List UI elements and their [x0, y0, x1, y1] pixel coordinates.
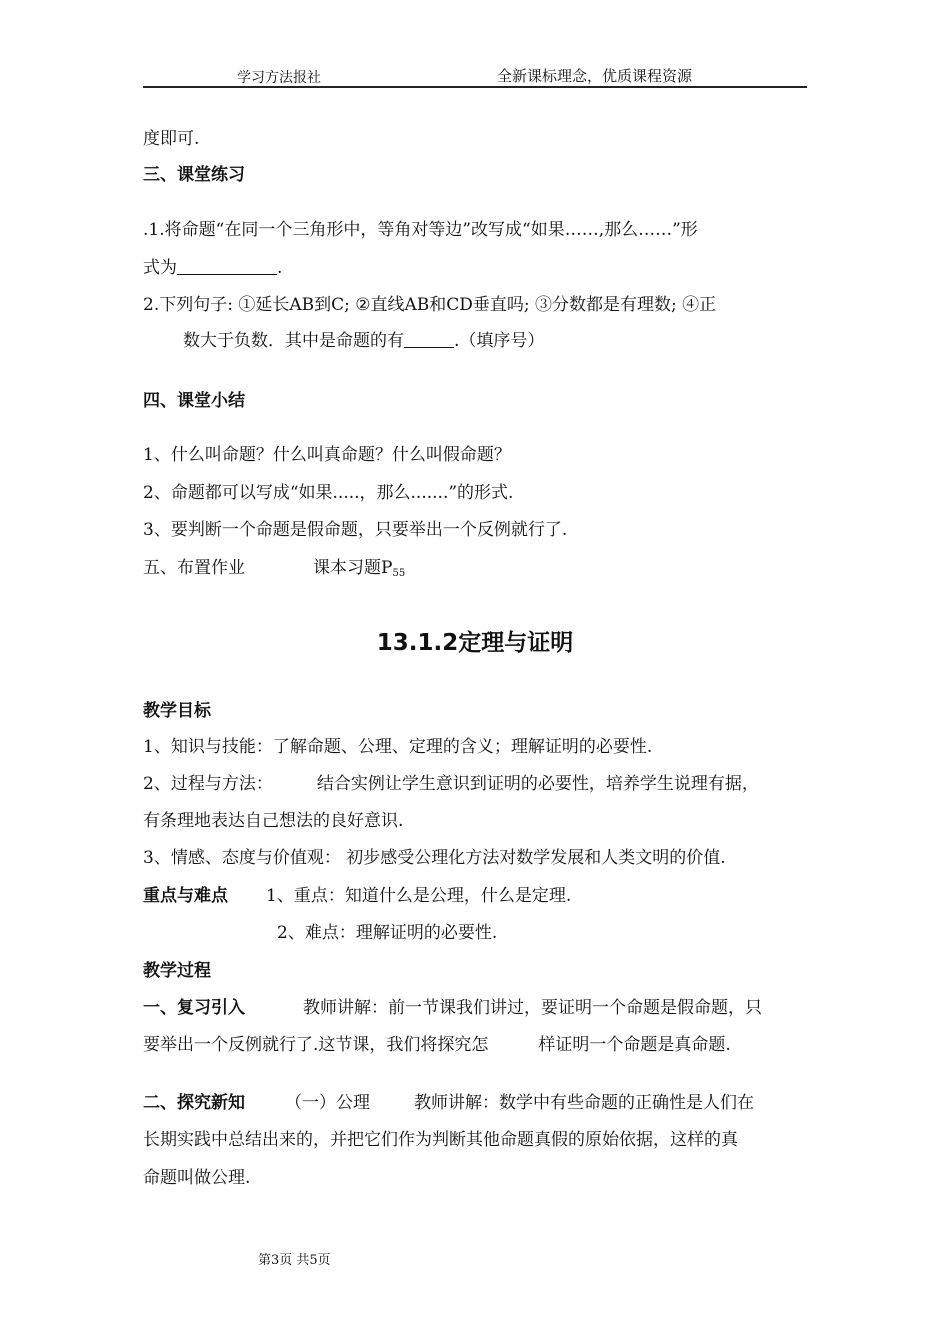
- process-2-line-3: 命题叫做公理.: [143, 1168, 251, 1188]
- process-1-line-2: [143, 1034, 731, 1056]
- question-1-prefix: 式为: [143, 258, 177, 278]
- process-2-line-1: [143, 1092, 754, 1114]
- text-line: 度即可.: [143, 129, 200, 149]
- question-2-prefix: 数大于负数．其中是命题的有: [183, 331, 404, 351]
- question-1-line-1: .1.将命题“在同一个三角形中，等角对等边”改写成“如果……,那么……”形: [143, 220, 698, 240]
- goal-2-text: 结合实例让学生意识到证明的必要性，培养学生说理有据，: [316, 774, 759, 794]
- goal-2-label: 2、过程与方法：: [143, 774, 273, 794]
- question-2-suffix: .（填序号）: [454, 331, 545, 351]
- summary-item-2: 2、命题都可以写成“如果.....，那么.......”的形式.: [143, 483, 514, 503]
- homework-page: 55: [392, 568, 406, 579]
- section-homework: [143, 557, 405, 585]
- goal-2-line-2: 有条理地表达自己想法的良好意识.: [143, 811, 404, 831]
- homework-ref: 课本习题P: [313, 558, 393, 578]
- summary-item-3: 3、要判断一个命题是假命题，只要举出一个反例就行了.: [143, 520, 568, 540]
- goal-1: 1、知识与技能：了解命题、公理、定理的含义；理解证明的必要性.: [143, 737, 653, 757]
- process-heading: 教学过程: [143, 961, 211, 981]
- process-2-heading: 二、探究新知: [143, 1093, 245, 1113]
- key-point-2: 2、难点：理解证明的必要性.: [277, 923, 498, 943]
- answer-blank-2: [404, 331, 454, 348]
- process-1-text-2b: 样证明一个命题是真命题.: [538, 1035, 731, 1055]
- process-1-text-2a: 要举出一个反例就行了.这节课，我们将探究怎: [143, 1035, 489, 1055]
- answer-blank-1: [177, 258, 277, 275]
- key-point-1: 1、重点：知道什么是公理，什么是定理.: [266, 886, 572, 906]
- key-points-row: [143, 885, 571, 907]
- header-publisher: 学习方法报社: [237, 70, 321, 86]
- process-1-line-1: [143, 997, 762, 1019]
- question-2-line-1: 2.下列句子: ①延长AB到C; ②直线AB和CD垂直吗; ③分数都是有理数; ④正: [143, 295, 717, 315]
- question-1-suffix: .: [277, 258, 283, 278]
- page-header: [143, 64, 807, 88]
- process-2-text: 教师讲解：数学中有些命题的正确性是人们在: [414, 1093, 754, 1113]
- section-heading-practice: 三、课堂练习: [143, 165, 245, 185]
- process-1-text: 教师讲解：前一节课我们讲过，要证明一个命题是假命题，只: [303, 998, 762, 1018]
- header-slogan: 全新课标理念，优质课程资源: [497, 67, 693, 85]
- process-2-line-2: 长期实践中总结出来的，并把它们作为判断其他命题真假的原始依据，这样的真: [143, 1130, 738, 1150]
- goals-heading: 教学目标: [143, 701, 211, 721]
- goal-3: 3、情感、态度与价值观： 初步感受公理化方法对数学发展和人类文明的价值.: [143, 848, 726, 868]
- key-points-heading: 重点与难点: [143, 886, 228, 906]
- summary-item-1: 1、什么叫命题？什么叫真命题？什么叫假命题？: [143, 445, 511, 465]
- homework-label: 五、布置作业: [143, 558, 245, 578]
- process-1-heading: 一、复习引入: [143, 998, 245, 1018]
- question-2-line-2: [183, 330, 544, 352]
- page-footer: 第3页 共5页: [258, 1253, 331, 1268]
- section-heading-summary: 四、课堂小结: [143, 391, 245, 411]
- lesson-title: 13.1.2定理与证明: [376, 630, 574, 656]
- question-1-line-2: [143, 257, 282, 279]
- goal-2-line-1: [143, 773, 759, 795]
- process-2-subheading: （一）公理: [285, 1093, 370, 1113]
